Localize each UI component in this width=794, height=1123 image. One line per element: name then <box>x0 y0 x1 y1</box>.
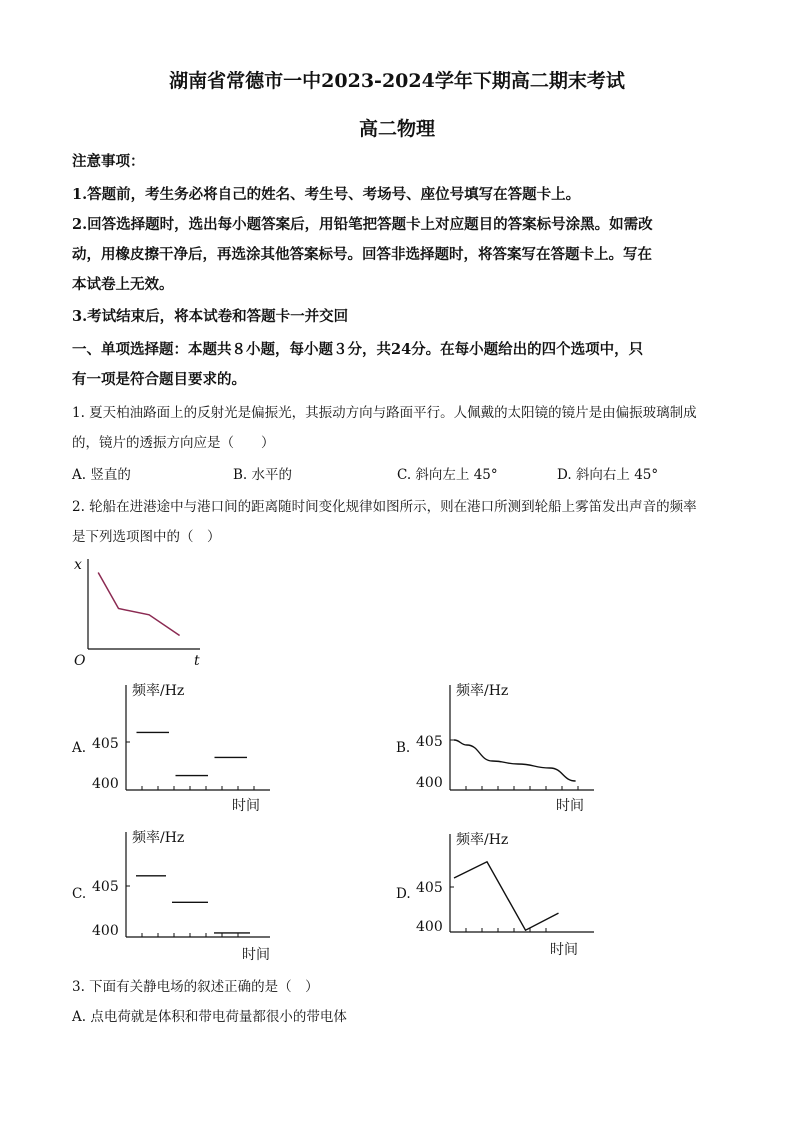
main-y-label: x <box>74 557 82 573</box>
a-tick-405: 405 <box>92 736 119 752</box>
a-tick-400: 400 <box>92 776 119 792</box>
notes-heading: 注意事项： <box>72 153 145 170</box>
q2-option-a-letter: A. <box>72 740 87 756</box>
q2-option-b-letter: B. <box>396 740 411 756</box>
exam-subtitle: 高二物理 <box>358 118 435 140</box>
q2-option-a-graph <box>90 677 280 817</box>
a-frequency-segments <box>137 732 248 775</box>
c-frequency-segments <box>136 876 250 933</box>
c-x-label: 时间 <box>242 947 270 963</box>
d-frequency-curve <box>454 862 559 930</box>
section-1-line-1: 一、单项选择题：本题共８小题，每小题３分，共24分。在每小题给出的四个选项中，只 <box>72 341 644 358</box>
q1-option-a: A. 竖直的 <box>72 467 131 483</box>
d-tick-405: 405 <box>416 880 443 896</box>
c-ticks <box>126 886 238 937</box>
d-x-label: 时间 <box>550 942 578 958</box>
q2-option-c-graph <box>90 822 280 964</box>
b-ticks <box>450 740 578 790</box>
main-distance-curve <box>98 573 179 636</box>
q2-stem-line-2: 是下列选项图中的（ ） <box>72 529 221 545</box>
note-2-line-1: 2.回答选择题时，选出每小题答案后，用铅笔把答题卡上对应题目的答案标号涂黑。如需改 <box>72 216 653 233</box>
q1-option-d: D. 斜向右上 45° <box>557 467 659 483</box>
q1-stem-line-1: 1. 夏天柏油路面上的反射光是偏振光，其振动方向与路面平行。人佩戴的太阳镜的镜片是由偏振玻璃制成 <box>72 405 697 421</box>
note-2-line-2: 动，用橡皮擦干净后，再选涂其他答案标号。回答非选择题时，将答案写在答题卡上。写在 <box>72 246 652 263</box>
main-x-label: t <box>194 653 200 669</box>
c-tick-405: 405 <box>92 879 119 895</box>
b-y-label: 频率/Hz <box>456 683 509 699</box>
d-tick-400: 400 <box>416 919 443 935</box>
d-curve-line <box>454 862 559 930</box>
b-frequency-curve <box>454 740 576 781</box>
q1-option-b: B. 水平的 <box>233 467 293 483</box>
b-tick-400: 400 <box>416 775 443 791</box>
q3-stem: 3. 下面有关静电场的叙述正确的是（ ） <box>72 979 319 995</box>
a-y-label: 频率/Hz <box>132 683 185 699</box>
q1-stem-line-2: 的，镜片的透振方向应是（ ） <box>72 435 275 451</box>
d-ticks <box>450 887 546 932</box>
q2-main-graph <box>70 553 210 671</box>
q2-option-d-graph <box>414 826 604 962</box>
q2-option-d-letter: D. <box>396 886 411 902</box>
q2-option-b-graph <box>414 677 604 817</box>
q1-option-c: C. 斜向左上 45° <box>397 467 498 483</box>
note-2-line-3: 本试卷上无效。 <box>72 276 174 293</box>
section-1-line-2: 有一项是符合题目要求的。 <box>72 371 246 388</box>
main-origin-label: O <box>74 653 86 669</box>
q2-stem-line-1: 2. 轮船在进港途中与港口间的距离随时间变化规律如图所示，则在港口所测到轮船上雾笛发出声音的频率 <box>72 499 697 515</box>
note-3: 3.考试结束后，将本试卷和答题卡一并交回 <box>72 308 349 325</box>
a-x-label: 时间 <box>232 798 260 814</box>
exam-title: 湖南省常德市一中2023-2024学年下期高二期末考试 <box>169 70 625 92</box>
a-ticks <box>126 742 254 790</box>
b-tick-405: 405 <box>416 734 443 750</box>
q3-option-a: A. 点电荷就是体积和带电荷量都很小的带电体 <box>72 1009 347 1025</box>
note-1: 1.答题前，考生务必将自己的姓名、考生号、考场号、座位号填写在答题卡上。 <box>72 186 581 203</box>
c-y-label: 频率/Hz <box>132 830 185 846</box>
b-curve-line <box>454 740 576 781</box>
q2-option-c-letter: C. <box>72 886 87 902</box>
c-tick-400: 400 <box>92 923 119 939</box>
d-y-label: 频率/Hz <box>456 832 509 848</box>
b-x-label: 时间 <box>556 798 584 814</box>
